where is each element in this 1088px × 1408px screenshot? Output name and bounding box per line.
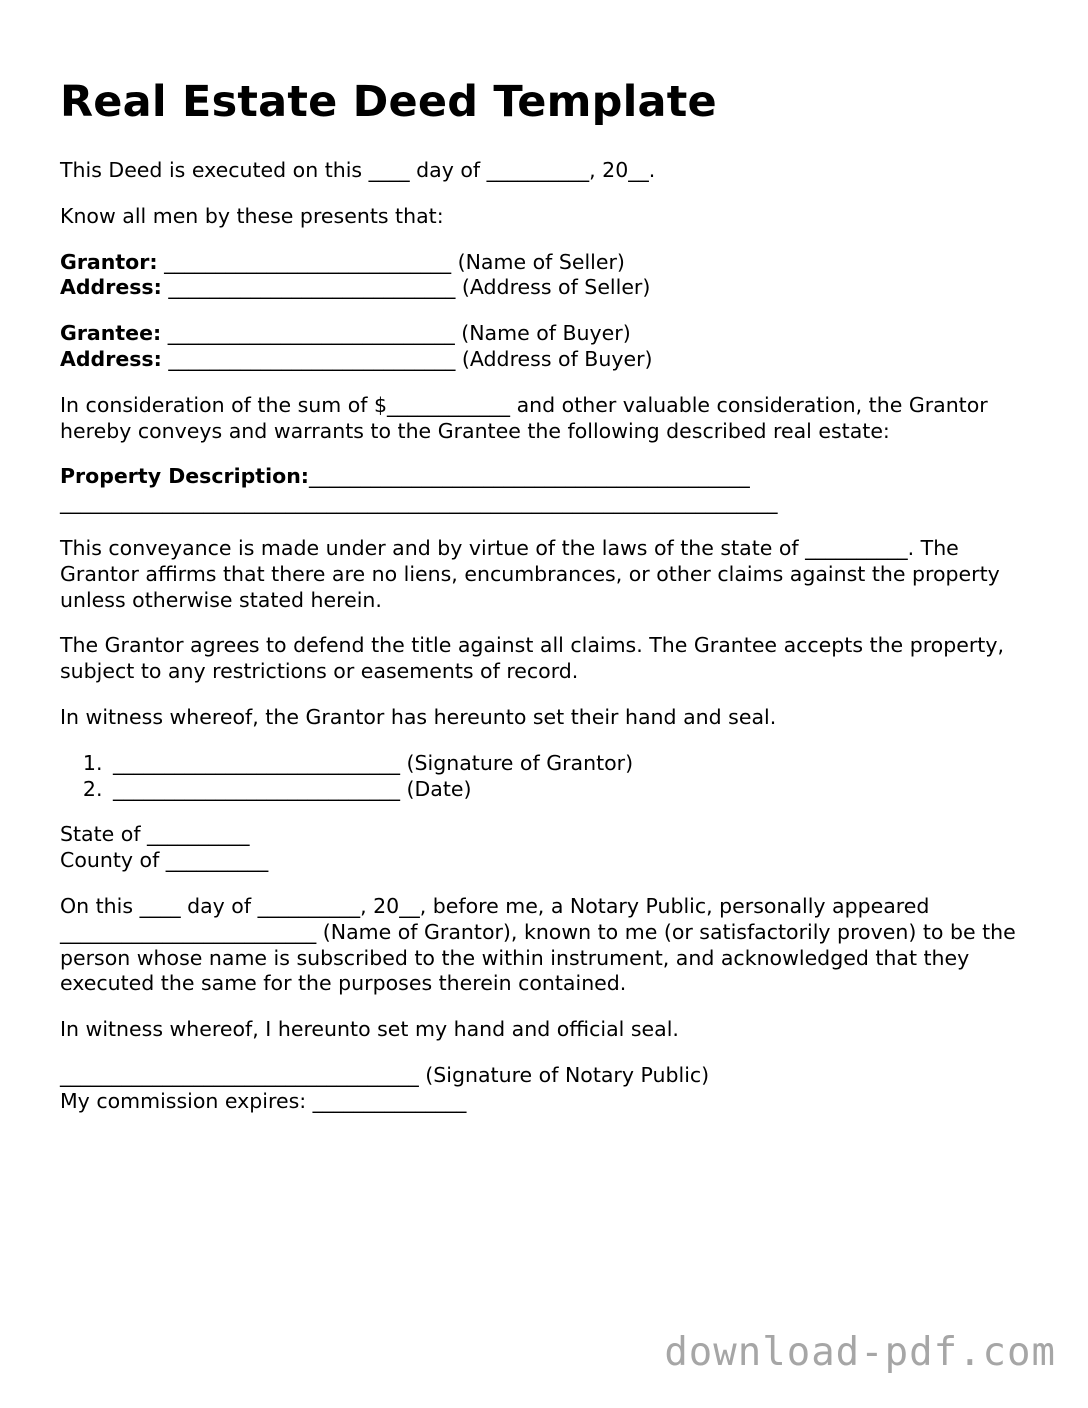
property-description-line-1: ___________________________________________ bbox=[309, 464, 750, 489]
grantee-address-field: ____________________________ (Address of Buyer) bbox=[161, 346, 653, 371]
grantor-field: ____________________________ (Name of Seller) bbox=[157, 249, 625, 274]
consideration-paragraph: In consideration of the sum of $____________ and other valuable consideration, the Grantor hereby conveys and warrants to the Grantee the following described real estate: bbox=[60, 392, 995, 443]
watermark: download-pdf.com bbox=[664, 1330, 1056, 1375]
page-title: Real Estate Deed Template bbox=[60, 77, 717, 127]
grantee-address-label: Address: bbox=[60, 346, 162, 371]
know-all-line: Know all men by these presents that: bbox=[60, 203, 444, 228]
signature-item-grantor: 1. ____________________________ (Signature of Grantor) bbox=[109, 751, 1040, 777]
document-page bbox=[60, 76, 1040, 1135]
venue-block bbox=[60, 822, 1040, 874]
grantor-label: Grantor: bbox=[60, 249, 158, 274]
notary-signature-block bbox=[60, 1063, 1040, 1115]
grantor-block bbox=[60, 250, 1040, 302]
conveyance-paragraph: This conveyance is made under and by virtue of the laws of the state of __________. The Grantor affirms that there are no liens, encumbrances, or other claims against the property unless otherwise stated herein. bbox=[60, 535, 1007, 612]
grantee-field: ____________________________ (Name of Buyer) bbox=[161, 321, 631, 346]
grantee-block bbox=[60, 321, 1040, 373]
signature-item-date: 2. ____________________________ (Date) bbox=[109, 777, 1040, 803]
commission-expires-line: My commission expires: _______________ bbox=[60, 1088, 467, 1113]
grantor-address-field: ____________________________ (Address of Seller) bbox=[161, 275, 651, 300]
grantor-witness-line: In witness whereof, the Grantor has hereunto set their hand and seal. bbox=[60, 704, 777, 729]
property-description-line-2: ______________________________________________________________________ bbox=[60, 490, 778, 515]
grantee-label: Grantee: bbox=[60, 321, 162, 346]
grantor-signature-list bbox=[60, 751, 1040, 803]
county-line: County of __________ bbox=[60, 848, 269, 873]
property-description-label: Property Description: bbox=[60, 464, 309, 489]
grantor-address-label: Address: bbox=[60, 275, 162, 300]
defend-title-paragraph: The Grantor agrees to defend the title against all claims. The Grantee accepts the property, subject to any restrictions or easements of record. bbox=[60, 633, 1011, 684]
notary-witness-line: In witness whereof, I hereunto set my hand and official seal. bbox=[60, 1017, 679, 1042]
deed-date-line: This Deed is executed on this ____ day of __________, 20__. bbox=[60, 158, 656, 182]
notary-statement-paragraph: On this ____ day of __________, 20__, before me, a Notary Public, personally appeared _________________________ (Name of Grantor), known to me (or satisfactorily proven) to be the person whose name is subscribed to the within instrument, and acknowledged that they executed the same for the purposes therein contained. bbox=[60, 893, 1023, 996]
notary-signature-line: ___________________________________ (Signature of Notary Public) bbox=[60, 1062, 710, 1087]
property-description-block bbox=[60, 464, 1040, 516]
state-line: State of __________ bbox=[60, 822, 250, 847]
